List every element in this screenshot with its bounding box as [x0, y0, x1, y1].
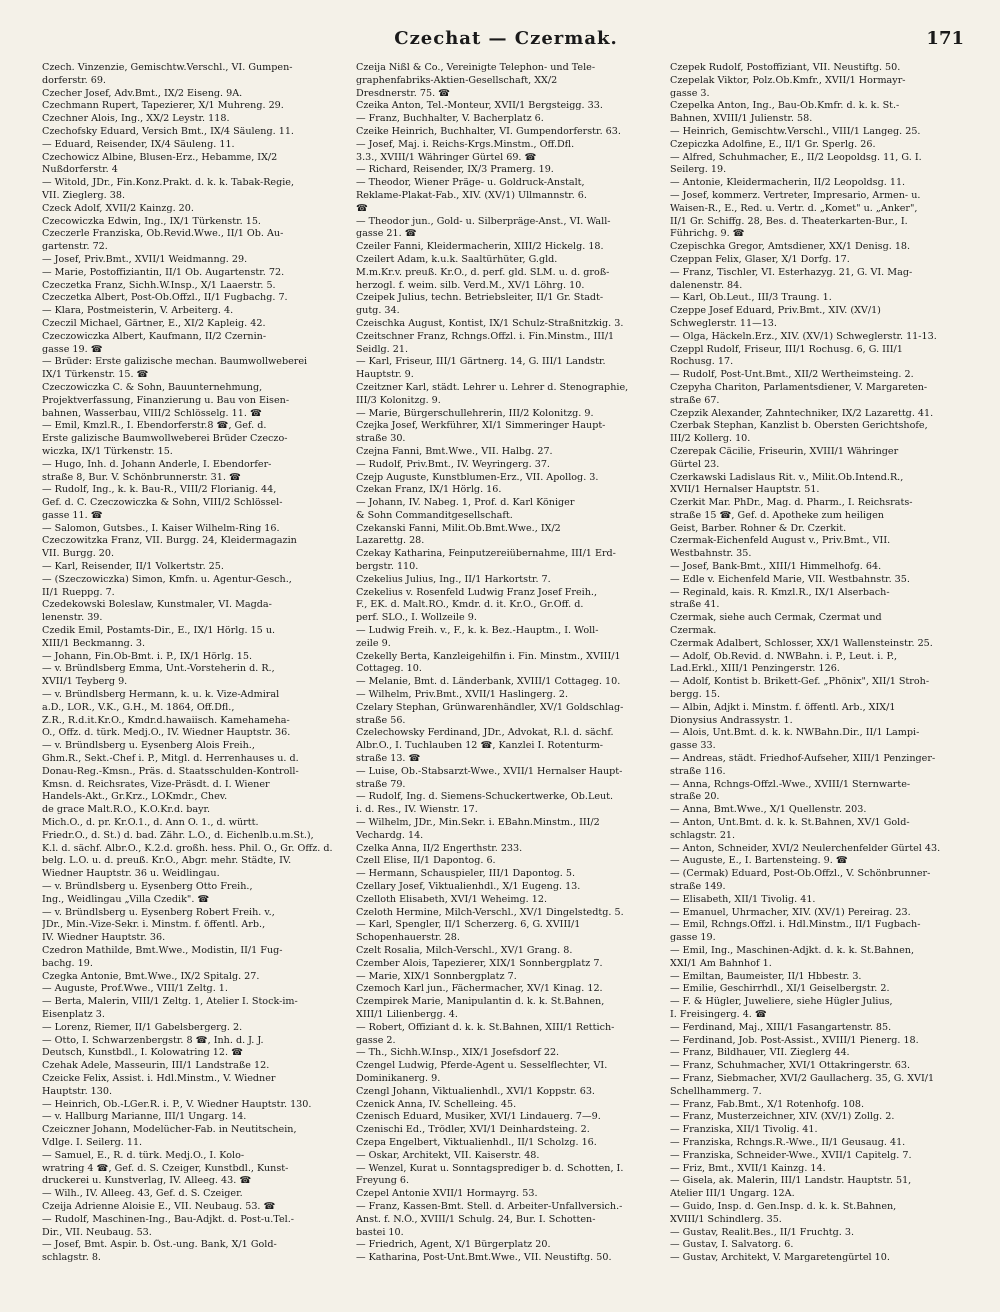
directory-entry-line: — v. Bründlsberg Emma, Unt.-Vorsteherin d. R.,	[42, 663, 275, 675]
directory-entry-line: XXI/1 Am Bahnhof 1.	[670, 957, 772, 969]
directory-entry-line: dorferstr. 69.	[42, 74, 106, 86]
directory-entry-line: — Franz, Tischler, VI. Esterhazyg. 21, G. VI. Mag-	[670, 266, 913, 278]
directory-entry-line: — Emil, Kmzl.R., I. Ebendorferstr.8 ☎, Gef. d.	[42, 420, 267, 432]
directory-entry-line: wratring 4 ☎, Gef. d. S. Czeiger, Kunstbdl., Kunst-	[42, 1162, 289, 1174]
directory-entry-line: Schweglerstr. 11—13.	[670, 317, 777, 329]
directory-entry-line: M.m.Kr.v. preuß. Kr.O., d. perf. gld. SLM. u. d. groß-	[356, 266, 610, 278]
directory-entry-line: — Samuel, E., R. d. türk. Medj.O., I. Kolo-	[42, 1149, 245, 1161]
directory-entry-line: — Witold, JDr., Fin.Konz.Prakt. d. k. k. Tabak-Regie,	[42, 177, 295, 189]
directory-entry-line: Z.R., R.d.it.Kr.O., Kmdr.d.hawaiisch. Kamehameha-	[42, 714, 290, 726]
directory-entry-line: — Rudolf, Post-Unt.Bmt., XII/2 Wertheimsteing. 2.	[670, 369, 914, 381]
directory-entry-line: — Rudolf, Ing. d. Siemens-Schuckertwerke, Ob.Leut.	[356, 791, 614, 803]
directory-entry-line: Cottageg. 10.	[356, 663, 422, 675]
directory-entry-line: belg. L.O. u. d. preuß. Kr.O., Abgr. mehr. Städte, IV.	[42, 855, 292, 867]
directory-entry-line: Czechowicz Albine, Blusen-Erz., Hebamme, IX/2	[42, 151, 278, 163]
directory-entry-line: Schellhammerg. 7.	[670, 1085, 762, 1097]
directory-entry-line: — Gustav, Realit.Bes., II/1 Fruchtg. 3.	[670, 1226, 855, 1238]
directory-entry-line: XVIII/1 Schindlerg. 35.	[670, 1213, 782, 1225]
directory-entry-line: Waisen-R., E., Red. u. Vertr. d. „Komet" u. „Anker",	[670, 202, 918, 214]
directory-entry-line: straße 56.	[356, 714, 406, 726]
directory-entry-line: Geist, Barber. Rohner & Dr. Czerkit.	[670, 522, 847, 534]
directory-entry-line: gasse 33.	[670, 740, 716, 752]
directory-entry-line: Dominikanerg. 9.	[356, 1072, 441, 1084]
directory-entry-line: XVII/1 Teyberg 9.	[42, 676, 128, 688]
directory-entry-line: Czekan Franz, IX/1 Hörlg. 16.	[356, 484, 502, 496]
directory-entry-line: straße 30.	[356, 433, 406, 445]
directory-entry-line: Czeppe Josef Eduard, Priv.Bmt., XIV. (XV/1)	[670, 305, 881, 317]
directory-entry-line: — Josef, Maj. i. Reichs-Krgs.Minstm., Off.Dfl.	[356, 138, 575, 150]
directory-entry-line: Czepischka Gregor, Amtsdiener, XX/1 Denisg. 18.	[670, 241, 911, 253]
directory-entry-line: de grace Malt.R.O., K.O.Kr.d. bayr.	[42, 804, 211, 816]
directory-entry-line: Czeczowitzka Franz, VII. Burgg. 24, Kleidermagazin	[42, 535, 297, 547]
directory-entry-line: Vechardg. 14.	[356, 829, 424, 841]
directory-entry-line: Hauptstr. 130.	[42, 1085, 113, 1097]
directory-entry-line: — Karl, Friseur, III/1 Gärtnerg. 14, G. III/1 Landstr.	[356, 356, 606, 368]
directory-entry-line: — Th., Sichh.W.Insp., XIX/1 Josefsdorf 22.	[356, 1047, 560, 1059]
directory-entry-line: Hauptstr. 9.	[356, 369, 414, 381]
directory-entry-line: straße 116.	[670, 765, 726, 777]
directory-entry-line: — Johann, IV. Nabeg. 1, Prof. d. Karl Königer	[356, 497, 575, 509]
directory-entry-line: gutg. 34.	[356, 305, 400, 317]
directory-entry-line: — Franz, Kassen-Bmt. Stell. d. Arbeiter-Unfallversich.-	[356, 1200, 623, 1212]
directory-entry-line: Ghm.R., Sekt.-Chef i. P., Mitgl. d. Herrenhauses u. d.	[42, 753, 299, 765]
directory-entry-line: 3.3., XVIII/1 Währinger Gürtel 69. ☎	[356, 151, 537, 163]
directory-entry-line: & Sohn Commanditgesellschaft.	[356, 509, 513, 521]
directory-entry-line: — Alfred, Schuhmacher, E., II/2 Leopoldsg. 11, G. I.	[670, 151, 922, 163]
directory-entry-line: F., EK. d. Malt.RO., Kmdr. d. it. Kr.O., Gr.Off. d.	[356, 599, 584, 611]
directory-entry-line: Czeloth Hermine, Milch-Verschl., XV/1 Dingelstedtg. 5.	[356, 906, 624, 918]
directory-entry-line: VII. Burgg. 20.	[42, 548, 115, 560]
directory-entry-line: zeile 9.	[356, 637, 391, 649]
directory-entry-line: Lazarettg. 28.	[356, 535, 425, 547]
directory-entry-line: — Josef, Bmt. Aspir. b. Öst.-ung. Bank, X/1 Gold-	[42, 1239, 277, 1251]
directory-entry-line: Mich.O., d. pr. Kr.O.1., d. Ann O. 1., d. württ.	[42, 817, 259, 829]
directory-entry-line: III/2 Kollerg. 10.	[670, 433, 751, 445]
directory-entry-line: Czempirek Marie, Manipulantin d. k. k. St.Bahnen,	[356, 996, 605, 1008]
directory-entry-line: — Josef, kommerz. Vertreter, Impresario, Armen- u.	[670, 189, 921, 201]
directory-entry-line: Czengl Johann, Viktualienhdl., XVI/1 Koppstr. 63.	[356, 1085, 595, 1097]
directory-entry-line: gasse 19.	[670, 932, 716, 944]
directory-entry-line: — Salomon, Gutsbes., I. Kaiser Wilhelm-Ring 16.	[42, 522, 280, 534]
directory-entry-line: — Theodor, Wiener Präge- u. Goldruck-Anstalt,	[356, 177, 585, 189]
directory-entry-line: graphenfabriks-Aktien-Gesellschaft, XX/2	[356, 74, 558, 86]
directory-entry-line: — Elisabeth, XII/1 Tivolig. 41.	[670, 893, 816, 905]
directory-entry-line: — Johann, Fin.Ob-Bmt. i. P., IX/1 Hörlg. 15.	[42, 650, 253, 662]
directory-entry-line: Czelt Rosalia, Milch-Verschl., XV/1 Grang. 8.	[356, 944, 573, 956]
directory-entry-line: Czepyha Chariton, Parlamentsdiener, V. Margareten-	[670, 381, 928, 393]
directory-entry-line: Czeitzner Karl, städt. Lehrer u. Lehrer d. Stenographie,	[356, 381, 629, 393]
directory-entry-line: — Franz, Schuhmacher, XVI/1 Ottakringerstr. 63.	[670, 1060, 911, 1072]
directory-entry-line: — F. & Hügler, Juweliere, siehe Hügler Julius,	[670, 996, 893, 1008]
directory-entry-line: — Albin, Adjkt i. Minstm. f. öffentl. Arb., XIX/1	[670, 701, 896, 713]
directory-entry-line: Czenisch Eduard, Musiker, XVI/1 Lindauerg. 7—9.	[356, 1111, 601, 1123]
directory-entry-line: Czepelka Anton, Ing., Bau-Ob.Kmfr. d. k. k. St.-	[670, 100, 900, 112]
directory-entry-line: Czeipek Julius, techn. Betriebsleiter, II/1 Gr. Stadt-	[356, 292, 604, 304]
directory-entry-line: Schopenhauerstr. 28.	[356, 932, 460, 944]
page-number: 171	[926, 28, 964, 49]
directory-entry-line: Czech. Vinzenzie, Gemischtw.Verschl., VI. Gumpen-	[42, 62, 293, 73]
directory-entry-line: — Franz, Siebmacher, XVI/2 Gaullacherg. 35, G. XVI/1	[670, 1072, 935, 1084]
directory-entry-line: Lad.Erkl., XIII/1 Penzingerstr. 126.	[670, 663, 840, 675]
directory-entry-line: Czeiczner Johann, Modelücher-Fab. in Neutitschein,	[42, 1124, 297, 1136]
directory-entry-line: — Franz, Musterzeichner, XIV. (XV/1) Zollg. 2.	[670, 1111, 895, 1123]
directory-entry-line: Nußdorferstr. 4	[42, 164, 118, 176]
directory-entry-line: Czelloth Elisabeth, XVI/1 Weheimg. 12.	[356, 893, 548, 905]
directory-entry-line: — Antonie, Kleidermacherin, II/2 Leopoldsg. 11.	[670, 177, 906, 189]
directory-entry-line: Czecowiczka Edwin, Ing., IX/1 Türkenstr. 15.	[42, 215, 261, 227]
directory-entry-line: — Wilh., IV. Alleeg. 43, Gef. d. S. Czeiger.	[42, 1188, 243, 1200]
directory-entry-line: Czeija Nißl & Co., Vereinigte Telephon- und Tele-	[356, 62, 596, 73]
directory-entry-line: druckerei u. Kunstverlag, IV. Alleeg. 43. ☎	[42, 1175, 252, 1187]
directory-entry-line: Bahnen, XVIII/1 Julienstr. 58.	[670, 113, 813, 125]
directory-entry-line: — Franz, Fab.Bmt., X/1 Rotenhofg. 108.	[670, 1098, 865, 1110]
directory-entry-line: Czecher Josef, Adv.Bmt., IX/2 Eiseng. 9A.	[42, 87, 243, 99]
directory-entry-line: Czellary Josef, Viktualienhdl., X/1 Eugeng. 13.	[356, 881, 581, 892]
directory-entry-line: — Rudolf, Ing., k. k. Bau-R., VIII/2 Florianig. 44,	[42, 484, 277, 496]
directory-entry-line: Czeppl Rudolf, Friseur, III/1 Rochusg. 6, G. III/1	[670, 343, 903, 355]
directory-entry-line: — Reginald, kais. R. Kmzl.R., IX/1 Alserbach-	[670, 586, 890, 598]
directory-entry-line: — Franziska, Rchngs.R.-Wwe., II/1 Geusaug. 41.	[670, 1136, 906, 1148]
directory-entry-line: — v. Hallburg Marianne, III/1 Ungarg. 14.	[42, 1111, 247, 1123]
directory-entry-line: Czeczerle Franziska, Ob.Revid.Wwe., II/1 Ob. Au-	[42, 228, 284, 240]
directory-entry-line: III/3 Kolonitzg. 9.	[356, 394, 441, 406]
directory-entry-line: bergg. 15.	[670, 689, 721, 701]
directory-entry-line: — Hugo, Inh. d. Johann Anderle, I. Ebendorfer-	[42, 458, 272, 470]
directory-entry-line: — Anna, Bmt.Wwe., X/1 Quellenstr. 203.	[670, 804, 867, 816]
directory-columns	[42, 62, 970, 1265]
directory-entry-line: straße 15 ☎, Gef. d. Apotheke zum heiligen	[670, 509, 884, 521]
directory-entry-line: — Gisela, ak. Malerin, III/1 Landstr. Hauptstr. 51,	[670, 1175, 912, 1187]
directory-entry-line: — Katharina, Post-Unt.Bmt.Wwe., VII. Neustiftg. 50.	[356, 1252, 612, 1264]
directory-entry-line: Czedik Emil, Postamts-Dir., E., IX/1 Hörlg. 15 u.	[42, 625, 276, 637]
directory-entry-line: K.l. d. sächf. Albr.O., K.2.d. großh. hess. Phil. O., Gr. Offz. d.	[42, 842, 333, 854]
directory-entry-line: — (Szeczowiczka) Simon, Kmfn. u. Agentur-Gesch.,	[42, 573, 292, 585]
directory-entry-line: — Marie, XIX/1 Sonnbergplatz 7.	[356, 970, 517, 982]
directory-entry-line: Vdlge. I. Seilerg. 11.	[42, 1136, 143, 1148]
directory-entry-line: — Friz, Bmt., XVII/1 Kainzg. 14.	[670, 1162, 826, 1174]
directory-entry-line: IX/1 Türkenstr. 15. ☎	[42, 369, 149, 381]
directory-entry-line: — Gustav, I. Salvatorg. 6.	[670, 1239, 794, 1251]
directory-entry-line: — Karl, Reisender, II/1 Volkertstr. 25.	[42, 561, 224, 573]
directory-entry-line: — Richard, Reisender, IX/3 Pramerg. 19.	[356, 164, 554, 176]
directory-entry-line: IV. Wiedner Hauptstr. 36.	[42, 932, 166, 944]
directory-entry-line: ☎	[356, 202, 368, 214]
directory-entry-line: Czegka Antonie, Bmt.Wwe., IX/2 Spitalg. 27.	[42, 970, 260, 982]
directory-entry-line: — Marie, Postoffiziantin, II/1 Ob. Augartenstr. 72.	[42, 266, 285, 278]
directory-entry-line: Czekelius v. Rosenfeld Ludwig Franz Josef Freih.,	[356, 586, 597, 598]
directory-entry-line: — Ferdinand, Job. Post-Assist., XVIII/1 Pienerg. 18.	[670, 1034, 919, 1046]
directory-entry-line: i. d. Res., IV. Wienstr. 17.	[356, 804, 478, 816]
directory-entry-line: Czeczowiczka C. & Sohn, Bauunternehmung,	[42, 381, 263, 393]
directory-entry-line: gartenstr. 72.	[42, 241, 108, 253]
directory-entry-line: — Wilhelm, Priv.Bmt., XVII/1 Haslingerg. 2.	[356, 689, 569, 701]
directory-entry-line: Czelka Anna, II/2 Engerthstr. 233.	[356, 842, 523, 854]
directory-entry-line: Handels-Akt., Gr.Krz., LOKmdr., Chev.	[42, 791, 228, 803]
directory-entry-line: XIII/1 Lilienbergg. 4.	[356, 1008, 458, 1020]
directory-entry-line: I. Freisingerg. 4. ☎	[670, 1008, 767, 1020]
page-header	[42, 28, 970, 56]
directory-entry-line: Czeck Adolf, XVII/2 Kainzg. 20.	[42, 202, 194, 214]
directory-entry-line: straße 13. ☎	[356, 753, 421, 765]
directory-entry-line: — Melanie, Bmt. d. Länderbank, XVIII/1 Cottageg. 10.	[356, 676, 621, 688]
directory-column-3	[670, 62, 970, 1265]
directory-entry-line: II/1 Gr. Schiffg. 28, Bes. d. Theaterkarten-Bur., I.	[670, 215, 908, 227]
directory-entry-line: Czekanski Fanni, Milit.Ob.Bmt.Wwe., IX/2	[356, 522, 561, 534]
directory-entry-line: — v. Bründlsberg u. Eysenberg Otto Freih.,	[42, 881, 253, 892]
directory-entry-line: JDr., Min.-Vize-Sekr. i. Minstm. f. öffentl. Arb.,	[42, 919, 266, 931]
directory-entry-line: — Adolf, Ob.Revid. d. NWBahn. i. P., Leut. i. P.,	[670, 650, 898, 662]
directory-entry-line: — Emanuel, Uhrmacher, XIV. (XV/1) Pereirag. 23.	[670, 906, 911, 918]
directory-entry-line: Czerkit Mar. PhDr., Mag. d. Pharm., I. Reichsrats-	[670, 497, 913, 509]
directory-entry-line: straße 67.	[670, 394, 720, 406]
directory-entry-line: — Josef, Priv.Bmt., XVII/1 Weidmanng. 29.	[42, 253, 248, 265]
directory-entry-line: — Anton, Schneider, XVI/2 Neulerchenfelder Gürtel 43.	[670, 842, 941, 854]
directory-entry-line: — Rudolf, Priv.Bmt., IV. Weyringerg. 37.	[356, 458, 550, 470]
directory-entry-line: — Emil, Ing., Maschinen-Adjkt. d. k. k. St.Bahnen,	[670, 944, 914, 956]
directory-entry-line: schlagstr. 8.	[42, 1252, 101, 1264]
directory-entry-line: gasse 11. ☎	[42, 509, 103, 521]
directory-entry-line: Reklame-Plakat-Fab., XIV. (XV/1) Ullmannstr. 6.	[356, 189, 587, 201]
directory-entry-line: dalenenstr. 84.	[670, 279, 743, 291]
directory-entry-line: — Rudolf, Maschinen-Ing., Bau-Adjkt. d. Post-u.Tel.-	[42, 1213, 294, 1225]
directory-entry-line: — Anna, Rchngs-Offzl.-Wwe., XVIII/1 Sternwarte-	[670, 778, 911, 790]
directory-entry-line: — Auguste, Prof.Wwe., VIII/1 Zeltg. 1.	[42, 983, 228, 995]
directory-entry-line: Czepel Antonie XVII/1 Hormayrg. 53.	[356, 1188, 538, 1200]
directory-entry-line: Czeczil Michael, Gärtner, E., XI/2 Kapleig. 42.	[42, 317, 266, 329]
directory-entry-line: Kmsn. d. Reichsrates, Vize-Präsdt. d. I. Wiener	[42, 778, 270, 790]
directory-entry-line: Seidlg. 21.	[356, 343, 409, 355]
directory-entry-line: — Eduard, Reisender, IX/4 Säuleng. 11.	[42, 138, 235, 150]
directory-entry-line: — Wilhelm, JDr., Min.Sekr. i. EBahn.Minstm., III/2	[356, 817, 600, 829]
directory-entry-line: Dresdnerstr. 75. ☎	[356, 87, 451, 99]
directory-entry-line: Czedron Mathilde, Bmt.Wwe., Modistin, II/1 Fug-	[42, 944, 283, 956]
directory-entry-line: — Heinrich, Gemischtw.Verschl., VIII/1 Langeg. 25.	[670, 125, 921, 137]
directory-entry-line: Deutsch, Kunstbdl., I. Kolowatring 12. ☎	[42, 1047, 244, 1059]
directory-entry-line: Erste galizische Baumwollweberei Brüder Czeczo-	[42, 433, 288, 445]
directory-entry-line: Czeike Heinrich, Buchhalter, VI. Gumpendorferstr. 63.	[356, 125, 621, 137]
directory-entry-line: — Alois, Unt.Bmt. d. k. k. NWBahn.Dir., II/1 Lampi-	[670, 727, 920, 739]
directory-entry-line: bastei 10.	[356, 1226, 404, 1238]
directory-entry-line: — Wenzel, Kurat u. Sonntagsprediger b. d. Schotten, I.	[356, 1162, 624, 1174]
directory-entry-line: Gürtel 23.	[670, 458, 720, 470]
directory-entry-line: perf. SLO., I. Wollzeile 9.	[356, 612, 477, 624]
directory-entry-line: Czechmann Rupert, Tapezierer, X/1 Muhreng. 29.	[42, 100, 284, 112]
directory-entry-line: Czermak, siehe auch Cermak, Czermat und	[670, 612, 882, 624]
directory-entry-line: — Marie, Bürgerschullehrerin, III/2 Kolonitzg. 9.	[356, 407, 594, 419]
directory-entry-line: Czechofsky Eduard, Versich Bmt., IX/4 Säuleng. 11.	[42, 125, 294, 137]
directory-entry-line: — Ferdinand, Maj., XIII/1 Fasangartenstr. 85.	[670, 1021, 892, 1033]
directory-entry-line: — Friedrich, Agent, X/1 Bürgerplatz 20.	[356, 1239, 551, 1251]
directory-entry-line: Czepiczka Adolfine, E., II/1 Gr. Sperlg. 26.	[670, 138, 876, 150]
directory-entry-line: — Franziska, XII/1 Tivolig. 41.	[670, 1124, 818, 1136]
directory-entry-line: Czerkawski Ladislaus Rit. v., Milit.Ob.Intend.R.,	[670, 471, 904, 483]
directory-entry-line: straße 20.	[670, 791, 720, 803]
directory-entry-line: Czengel Ludwig, Pferde-Agent u. Sesselflechter, VI.	[356, 1060, 608, 1072]
directory-entry-line: Anst. f. N.Ö., XVIII/1 Schulg. 24, Bur. I. Schotten-	[356, 1213, 596, 1225]
directory-column-1	[42, 62, 342, 1265]
directory-entry-line: Czeczetka Franz, Sichh.W.Insp., X/1 Laaerstr. 5.	[42, 279, 276, 291]
directory-entry-line: bachg. 19.	[42, 957, 93, 969]
directory-entry-line: Czerepak Cäcilie, Friseurin, XVIII/1 Währinger	[670, 445, 899, 457]
running-title: Czechat — Czermak.	[394, 28, 618, 49]
directory-entry-line: lenenstr. 39.	[42, 612, 103, 624]
directory-entry-line: — Hermann, Schauspieler, III/1 Dapontog. 5.	[356, 868, 576, 880]
directory-entry-line: Czechner Alois, Ing., XX/2 Leystr. 118.	[42, 113, 230, 125]
directory-entry-line: — Adolf, Kontist b. Brikett-Gef. „Phönix", XII/1 Stroh-	[670, 676, 930, 688]
directory-entry-line: — Franz, Buchhalter, V. Bacherplatz 6.	[356, 113, 544, 125]
directory-entry-line: Czepa Engelbert, Viktualienhdl., II/1 Scholzg. 16.	[356, 1136, 597, 1148]
directory-entry-line: — Karl, Spengler, II/1 Scherzerg. 6, G. XVIII/1	[356, 919, 581, 931]
directory-entry-line: schlagstr. 21.	[670, 829, 736, 841]
directory-entry-line: straße 41.	[670, 599, 720, 611]
directory-entry-line: — Auguste, E., I. Bartensteing. 9. ☎	[670, 855, 848, 867]
directory-entry-line: — Guido, Insp. d. Gen.Insp. d. k. k. St.Bahnen,	[670, 1200, 897, 1212]
directory-entry-line: Seilerg. 19.	[670, 164, 727, 176]
directory-entry-line: VII. Zieglerg. 38.	[42, 189, 125, 201]
directory-entry-line: — Heinrich, Ob.-LGer.R. i. P., V. Wiedner Hauptstr. 130.	[42, 1098, 312, 1110]
directory-entry-line: — Berta, Malerin, VIII/1 Zeltg. 1, Atelier I. Stock-im-	[42, 996, 298, 1008]
directory-entry-line: — Anton, Unt.Bmt. d. k. k. St.Bahnen, XV/1 Gold-	[670, 817, 910, 829]
directory-entry-line: Czenischi Ed., Trödler, XVI/1 Deinhardsteing. 2.	[356, 1124, 590, 1136]
directory-entry-line: bahnen, Wasserbau, VIII/2 Schlösselg. 11. ☎	[42, 407, 262, 419]
directory-entry-line: O., Offz. d. türk. Medj.O., IV. Wiedner Hauptstr. 36.	[42, 727, 291, 739]
directory-entry-line: gasse 19. ☎	[42, 343, 103, 355]
directory-entry-line: Czekelius Julius, Ing., II/1 Harkortstr. 7.	[356, 573, 551, 585]
directory-entry-line: Czelary Stephan, Grünwarenhändler, XV/1 Goldschlag-	[356, 701, 624, 713]
directory-entry-line: — v. Bründlsberg u. Eysenberg Robert Freih. v.,	[42, 906, 275, 918]
directory-entry-line: Czemoch Karl jun., Fächermacher, XV/1 Kinag. 12.	[356, 983, 603, 995]
directory-entry-line: — Lorenz, Riemer, II/1 Gabelsbergerg. 2.	[42, 1021, 243, 1033]
directory-entry-line: Czekay Katharina, Feinputzereiübernahme, III/1 Erd-	[356, 548, 616, 560]
directory-entry-line: — Andreas, städt. Friedhof-Aufseher, XIII/1 Penzinger-	[670, 753, 936, 765]
directory-entry-line: Czermak Adalbert, Schlosser, XX/1 Wallensteinstr. 25.	[670, 637, 933, 649]
directory-entry-line: — Brüder: Erste galizische mechan. Baumwollweberei	[42, 356, 308, 368]
directory-entry-line: Wiedner Hauptstr. 36 u. Weidlingau.	[42, 868, 220, 880]
directory-entry-line: straße 8, Bur. V. Schönbrunnerstr. 31. ☎	[42, 471, 241, 483]
directory-entry-line: — Edle v. Eichenfeld Marie, VII. Westbahnstr. 35.	[670, 573, 910, 585]
directory-entry-line: straße 149.	[670, 881, 726, 892]
directory-entry-line: Projektverfassung, Finanzierung u. Bau von Eisen-	[42, 394, 290, 406]
directory-entry-line: — Robert, Offiziant d. k. k. St.Bahnen, XIII/1 Rettich-	[356, 1021, 615, 1033]
directory-entry-line: — Karl, Ob.Leut., III/3 Traung. 1.	[670, 292, 832, 304]
directory-entry-line: Westbahnstr. 35.	[670, 548, 752, 560]
directory-entry-line: Czedekowski Boleslaw, Kunstmaler, VI. Magda-	[42, 599, 272, 611]
directory-entry-line: herzogl. f. weim. silb. Verd.M., XV/1 Löhrg. 10.	[356, 279, 585, 291]
directory-entry-line: Czeija Adrienne Aloisie E., VII. Neubaug. 53. ☎	[42, 1200, 276, 1212]
directory-entry-line: gasse 21. ☎	[356, 228, 417, 240]
directory-entry-line: — Ludwig Freih. v., F., k. k. Bez.-Hauptm., I. Woll-	[356, 625, 599, 637]
directory-entry-line: — v. Bründlsberg Hermann, k. u. k. Vize-Admiral	[42, 689, 280, 701]
directory-entry-line: straße 79.	[356, 778, 406, 790]
directory-entry-line: Czeitschner Franz, Rchngs.Offzl. i. Fin.Minstm., III/1	[356, 330, 615, 342]
directory-entry-line: Czermak.	[670, 625, 717, 637]
directory-entry-line: Czepelak Viktor, Polz.Ob.Kmfr., XVII/1 Hormayr-	[670, 74, 906, 86]
directory-entry-line: — Franz, Bildhauer, VII. Zieglerg 44.	[670, 1047, 850, 1059]
directory-entry-line: XIII/1 Beckmanng. 3.	[42, 637, 146, 649]
directory-entry-line: Atelier III/1 Ungarg. 12A.	[670, 1188, 795, 1200]
directory-entry-line: Eisenplatz 3.	[42, 1008, 105, 1020]
directory-entry-line: Czelechowsky Ferdinand, JDr., Advokat, R.l. d. sächf.	[356, 727, 614, 739]
directory-entry-line: Czeicke Felix, Assist. i. Hdl.Minstm., V. Wiedner	[42, 1072, 276, 1084]
directory-entry-line: — Oskar, Architekt, VII. Kaiserstr. 48.	[356, 1149, 540, 1161]
directory-entry-line: — Emilie, Geschirrhdl., XI/1 Geiselbergstr. 2.	[670, 983, 890, 995]
directory-entry-line: — v. Bründlsberg u. Eysenberg Alois Freih.,	[42, 740, 255, 752]
directory-column-2	[356, 62, 656, 1265]
directory-entry-line: — Olga, Häckeln.Erz., XIV. (XV/1) Schweglerstr. 11-13.	[670, 330, 937, 342]
directory-entry-line: XVII/1 Hernalser Hauptstr. 51.	[670, 484, 820, 496]
directory-entry-line: gasse 3.	[670, 87, 710, 99]
directory-entry-line: — Theodor jun., Gold- u. Silberpräge-Anst., VI. Wall-	[356, 215, 611, 227]
directory-entry-line: — Emiltan, Baumeister, II/1 Hbbestr. 3.	[670, 970, 862, 982]
directory-entry-line: Czepek Rudolf, Postoffiziant, VII. Neustiftg. 50.	[670, 62, 901, 73]
directory-entry-line: gasse 2.	[356, 1034, 396, 1046]
directory-entry-line: — Klara, Postmeisterin, V. Arbeiterg. 4.	[42, 305, 234, 317]
directory-entry-line: — Josef, Bank-Bmt., XIII/1 Himmelhofg. 64.	[670, 561, 882, 573]
directory-entry-line: — Otto, I. Schwarzenbergstr. 8 ☎, Inh. d. J. J.	[42, 1034, 264, 1046]
directory-entry-line: — (Cermak) Eduard, Post-Ob.Offzl., V. Schönbrunner-	[670, 868, 931, 880]
directory-entry-line: Czeppan Felix, Glaser, X/1 Dorfg. 17.	[670, 253, 850, 265]
directory-entry-line: Czehak Adele, Masseurin, III/1 Landstraße 12.	[42, 1060, 270, 1072]
directory-entry-line: Czeiler Fanni, Kleidermacherin, XIII/2 Hickelg. 18.	[356, 241, 604, 253]
directory-entry-line: Gef. d. C. Czeczowiczka & Sohn, VIII/2 Schlössel-	[42, 497, 283, 509]
directory-entry-line: Czeilert Adam, k.u.k. Saaltürhüter, G.gld.	[356, 253, 558, 265]
directory-entry-line: wiczka, IX/1 Türkenstr. 15.	[42, 445, 173, 457]
directory-entry-line: Ing., Weidlingau „Villa Czedik". ☎	[42, 893, 210, 905]
directory-entry-line: Dir., VII. Neubaug. 53.	[42, 1226, 152, 1238]
directory-entry-line: — Gustav, Architekt, V. Margaretengürtel 10.	[670, 1252, 890, 1264]
directory-entry-line: Czerbak Stephan, Kanzlist b. Obersten Gerichtshofe,	[670, 420, 928, 432]
directory-entry-line: Czember Alois, Tapezierer, XIX/1 Sonnbergplatz 7.	[356, 957, 603, 969]
directory-entry-line: Donau-Reg.-Kmsn., Präs. d. Staatsschulden-Kontroll-	[42, 765, 299, 777]
directory-entry-line: Dionysius Andrassystr. 1.	[670, 714, 793, 726]
directory-entry-line: — Franziska, Schneider-Wwe., XVII/1 Capitelg. 7.	[670, 1149, 912, 1161]
directory-entry-line: Czepzik Alexander, Zahntechniker, IX/2 Lazarettg. 41.	[670, 407, 934, 419]
directory-entry-line: Albr.O., I. Tuchlauben 12 ☎, Kanzlei I. Rotenturm-	[356, 740, 604, 752]
directory-entry-line: Czeischka August, Kontist, IX/1 Schulz-Straßnitzkig. 3.	[356, 317, 624, 329]
directory-entry-line: — Luise, Ob.-Stabsarzt-Wwe., XVII/1 Hernalser Haupt-	[356, 765, 623, 777]
directory-entry-line: Czeczetka Albert, Post-Ob.Offzl., II/1 Fugbachg. 7.	[42, 292, 288, 304]
directory-entry-line: Rochusg. 17.	[670, 356, 734, 368]
directory-entry-line: Czejka Josef, Werkführer, XI/1 Simmeringer Haupt-	[356, 420, 606, 432]
directory-entry-line: Czermak-Eichenfeld August v., Priv.Bmt., VII.	[670, 535, 891, 547]
directory-entry-line: Friedr.O., d. St.) d. bad. Zähr. L.O., d. Eichenlb.u.m.St.),	[42, 829, 314, 841]
directory-entry-line: Czejna Fanni, Bmt.Wwe., VII. Halbg. 27.	[356, 445, 553, 457]
directory-entry-line: Czell Elise, II/1 Dapontog. 6.	[356, 855, 496, 867]
directory-entry-line: Führichg. 9. ☎	[670, 228, 745, 240]
directory-entry-line: Czenick Anna, IV. Schelleing. 45.	[356, 1098, 517, 1110]
directory-entry-line: a.D., LOR., V.K., G.H., M. 1864, Off.Dfl.,	[42, 701, 235, 713]
directory-entry-line: Freyung 6.	[356, 1175, 410, 1187]
directory-entry-line: II/1 Rueppg. 7.	[42, 586, 115, 598]
directory-entry-line: Czekelly Berta, Kanzleigehilfin i. Fin. Minstm., XVIII/1	[356, 650, 621, 662]
directory-entry-line: bergstr. 110.	[356, 561, 419, 573]
directory-entry-line: Czeczowiczka Albert, Kaufmann, II/2 Czernin-	[42, 330, 267, 342]
directory-entry-line: Czejp Auguste, Kunstblumen-Erz., VII. Apollog. 3.	[356, 471, 599, 483]
directory-entry-line: Czeika Anton, Tel.-Monteur, XVII/1 Bergsteigg. 33.	[356, 100, 603, 112]
directory-entry-line: — Emil, Rchngs.Offzl. i. Hdl.Minstm., II/1 Fugbach-	[670, 919, 921, 931]
